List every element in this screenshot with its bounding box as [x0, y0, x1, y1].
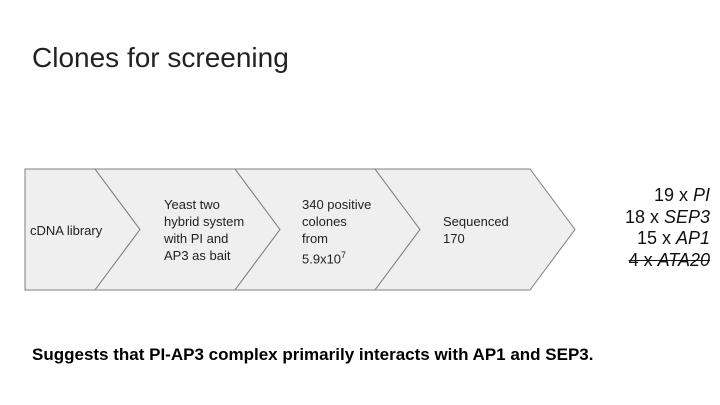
- gene-name: PI: [692, 185, 710, 205]
- step-3-line-3: from: [302, 231, 328, 246]
- step-3-line-1: 340 positive: [302, 197, 372, 212]
- gene-name: AP1: [675, 228, 710, 248]
- step-3-label: [302, 196, 371, 267]
- step-4-label: [443, 213, 509, 247]
- gene-name: ATA20: [657, 249, 710, 270]
- step-1-line-1: cDNA library: [30, 223, 103, 238]
- result-count: 18 x: [624, 206, 664, 227]
- gene-name: SEP3: [663, 206, 710, 227]
- result-count: 15 x: [636, 228, 676, 248]
- step-2-line-4: AP3 as bait: [164, 248, 231, 263]
- result-item-pi: [560, 185, 710, 207]
- results-list: [560, 185, 710, 271]
- conclusion-text: Suggests that PI-AP3 complex primarily interacts with AP1 and SEP3.: [32, 345, 594, 364]
- step-4-line-2: 170: [443, 231, 465, 246]
- step-2-line-3: with PI and: [164, 231, 229, 246]
- result-item-sep3: [560, 207, 710, 229]
- step-1-label: [30, 222, 102, 239]
- slide-title: Clones for screening: [32, 42, 289, 73]
- step-3-exponent: 7: [341, 250, 347, 260]
- result-item-ap1: [560, 228, 710, 250]
- step-2-label: [164, 196, 244, 264]
- step-3-mantissa: 5.9x10: [302, 251, 342, 267]
- step-4-line-1: Sequenced: [443, 214, 509, 229]
- result-count: 4 x: [628, 249, 658, 270]
- result-count: 19 x: [653, 185, 693, 205]
- step-3-line-4: [302, 247, 371, 267]
- step-2-line-2: hybrid system: [164, 214, 245, 229]
- step-3-line-2: colones: [302, 214, 347, 229]
- step-2-line-1: Yeast two: [164, 197, 220, 212]
- result-item-ata20: [560, 250, 710, 272]
